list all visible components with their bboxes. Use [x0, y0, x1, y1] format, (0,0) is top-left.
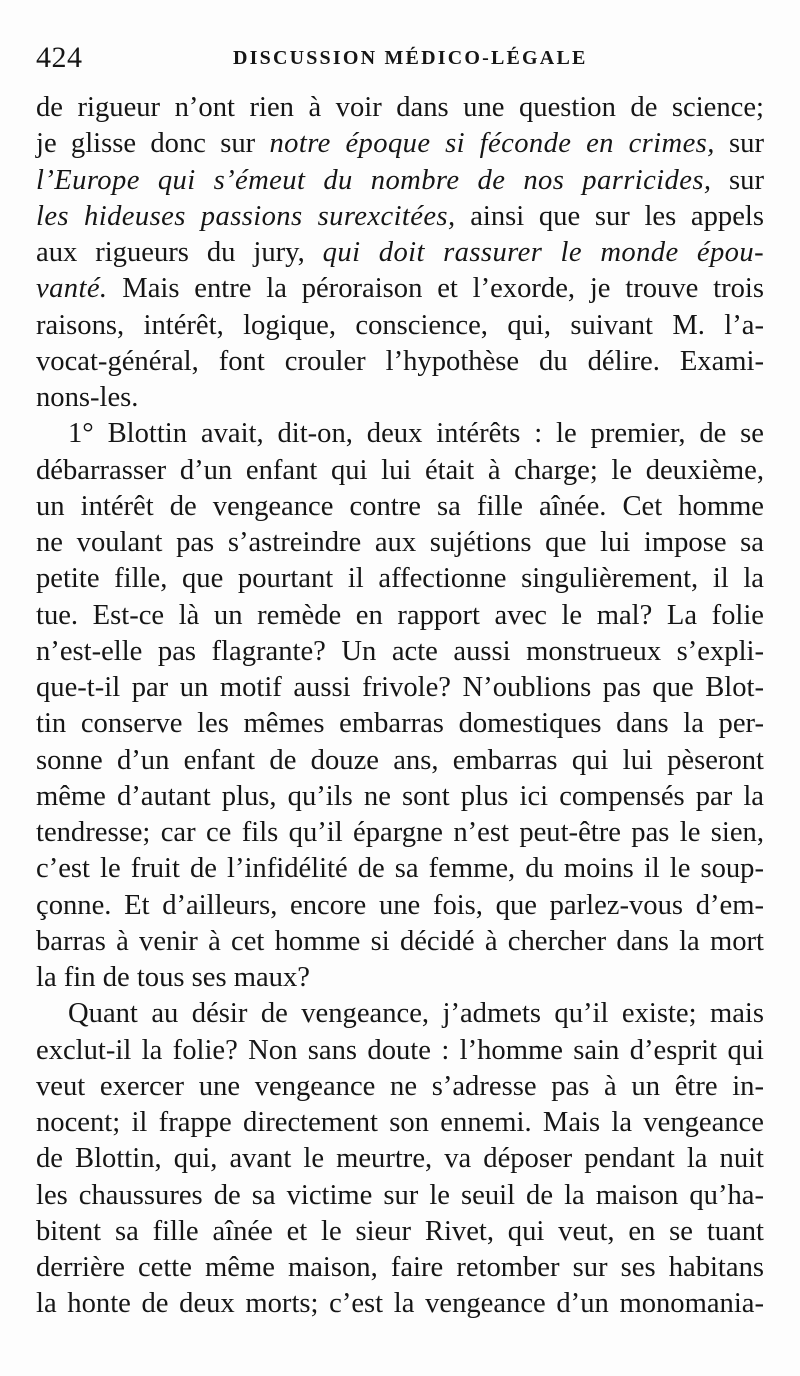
text-span: veut exercer une vengeance ne s’adresse pas à un être in-: [36, 1070, 764, 1102]
text-line: [36, 1286, 764, 1322]
text-span: que-t-il par un motif aussi frivole? N’oublions pas que Blot-: [36, 672, 764, 703]
text-span: un intérêt de vengeance contre sa fille aînée. Cet homme: [36, 490, 764, 522]
text-line: [36, 1178, 764, 1214]
body-text: [36, 90, 768, 1323]
text-line: [36, 561, 764, 597]
text-span: 1° Blottin avait, dit-on, deux intérêts : le premier, de se: [68, 418, 764, 450]
text-span: nocent; il frappe directement son ennemi. Mais la vengeance: [36, 1107, 764, 1138]
text-span: aux rigueurs du jury,: [36, 237, 323, 268]
text-span: Mais entre la péroraison et l’exorde, je trouve trois: [107, 273, 764, 305]
text-span: tin conserve les mêmes embarras domestiques dans la per-: [36, 708, 764, 740]
text-line: [36, 163, 764, 199]
text-span: bitent sa fille aînée et le sieur Rivet, qui veut, en se tuant: [36, 1215, 764, 1247]
italic-text-span: qui doit rassurer le monde épou-: [322, 237, 764, 268]
italic-text-span: l’Europe qui s’émeut du nombre de nos parricides,: [36, 164, 712, 196]
text-line: [36, 743, 764, 779]
text-span: sonne d’un enfant de douze ans, embarras qui lui pèseront: [36, 744, 764, 776]
text-span: derrière cette même maison, faire retomber sur ses habitans: [36, 1252, 764, 1283]
text-line: [36, 706, 764, 742]
page-header: [36, 38, 768, 90]
text-line: [36, 344, 764, 380]
text-span: sur: [714, 128, 764, 160]
text-line: [36, 525, 764, 561]
text-line: [36, 199, 764, 235]
text-line: [36, 1069, 764, 1105]
text-span: nons-les.: [36, 382, 139, 413]
text-span: raisons, intérêt, logique, conscience, qui, suivant M. l’a-: [36, 309, 764, 341]
text-line: [36, 489, 764, 525]
text-span: tue. Est-ce là un remède en rapport avec le mal? La folie: [36, 599, 764, 631]
text-line: [36, 1250, 764, 1286]
text-line: [36, 1033, 764, 1069]
text-span: n’est-elle pas flagrante? Un acte aussi monstrueux s’expli-: [36, 635, 764, 667]
italic-text-span: les hideuses passions surexcitées,: [36, 200, 456, 232]
text-line: [36, 453, 764, 489]
text-line: [36, 924, 764, 960]
text-line: [36, 271, 764, 307]
text-span: tendresse; car ce fils qu’il épargne n’est peut-être pas le sien,: [36, 817, 764, 848]
text-line: [36, 380, 764, 416]
text-span: ainsi que sur les appels: [455, 200, 764, 232]
text-span: barras à venir à cet homme si décidé à chercher dans la mort: [36, 925, 764, 957]
text-span: çonne. Et d’ailleurs, encore une fois, que parlez-vous d’em-: [36, 889, 764, 921]
text-line: [36, 779, 764, 815]
italic-text-span: notre époque si féconde en crimes,: [269, 128, 715, 160]
text-line: [36, 996, 764, 1032]
text-line: [36, 670, 764, 706]
text-line: [36, 888, 764, 924]
page-number: 424: [36, 41, 83, 74]
text-span: je glisse donc sur: [36, 128, 270, 160]
text-line: [36, 815, 764, 851]
text-span: la fin de tous ses maux?: [36, 962, 310, 993]
text-line: [36, 126, 764, 162]
text-span: de rigueur n’ont rien à voir dans une question de science;: [36, 92, 764, 123]
text-line: [36, 598, 764, 634]
italic-text-span: vanté.: [36, 273, 108, 305]
text-line: [36, 1105, 764, 1141]
text-span: les chaussures de sa victime sur le seuil de la maison qu’ha-: [36, 1179, 764, 1211]
text-span: ne voulant pas s’astreindre aux sujétions que lui impose sa: [36, 527, 764, 558]
text-span: même d’autant plus, qu’ils ne sont plus ici compensés par la: [36, 780, 764, 812]
text-span: vocat-général, font crouler l’hypothèse du délire. Exami-: [36, 345, 764, 377]
text-span: c’est le fruit de l’infidélité de sa femme, du moins il le soup-: [36, 853, 764, 885]
text-span: Quant au désir de vengeance, j’admets qu’il existe; mais: [68, 998, 764, 1030]
text-span: sur: [711, 164, 764, 196]
text-span: exclut-il la folie? Non sans doute : l’homme sain d’esprit qui: [36, 1034, 764, 1066]
text-line: [36, 235, 764, 271]
text-line: [36, 1214, 764, 1250]
text-line: [36, 634, 764, 670]
running-title: DISCUSSION MÉDICO-LÉGALE: [233, 47, 588, 69]
text-line: [36, 308, 764, 344]
text-line: [36, 960, 764, 996]
text-line: [36, 90, 764, 126]
text-line: [36, 1141, 764, 1177]
text-line: [36, 851, 764, 887]
text-line: [36, 416, 764, 452]
text-span: de Blottin, qui, avant le meurtre, va déposer pendant la nuit: [36, 1143, 764, 1175]
text-span: la honte de deux morts; c’est la vengeance d’un monomania-: [36, 1288, 764, 1320]
text-span: petite fille, que pourtant il affectionne singulièrement, il la: [36, 563, 764, 595]
text-span: débarrasser d’un enfant qui lui était à charge; le deuxième,: [36, 454, 764, 486]
